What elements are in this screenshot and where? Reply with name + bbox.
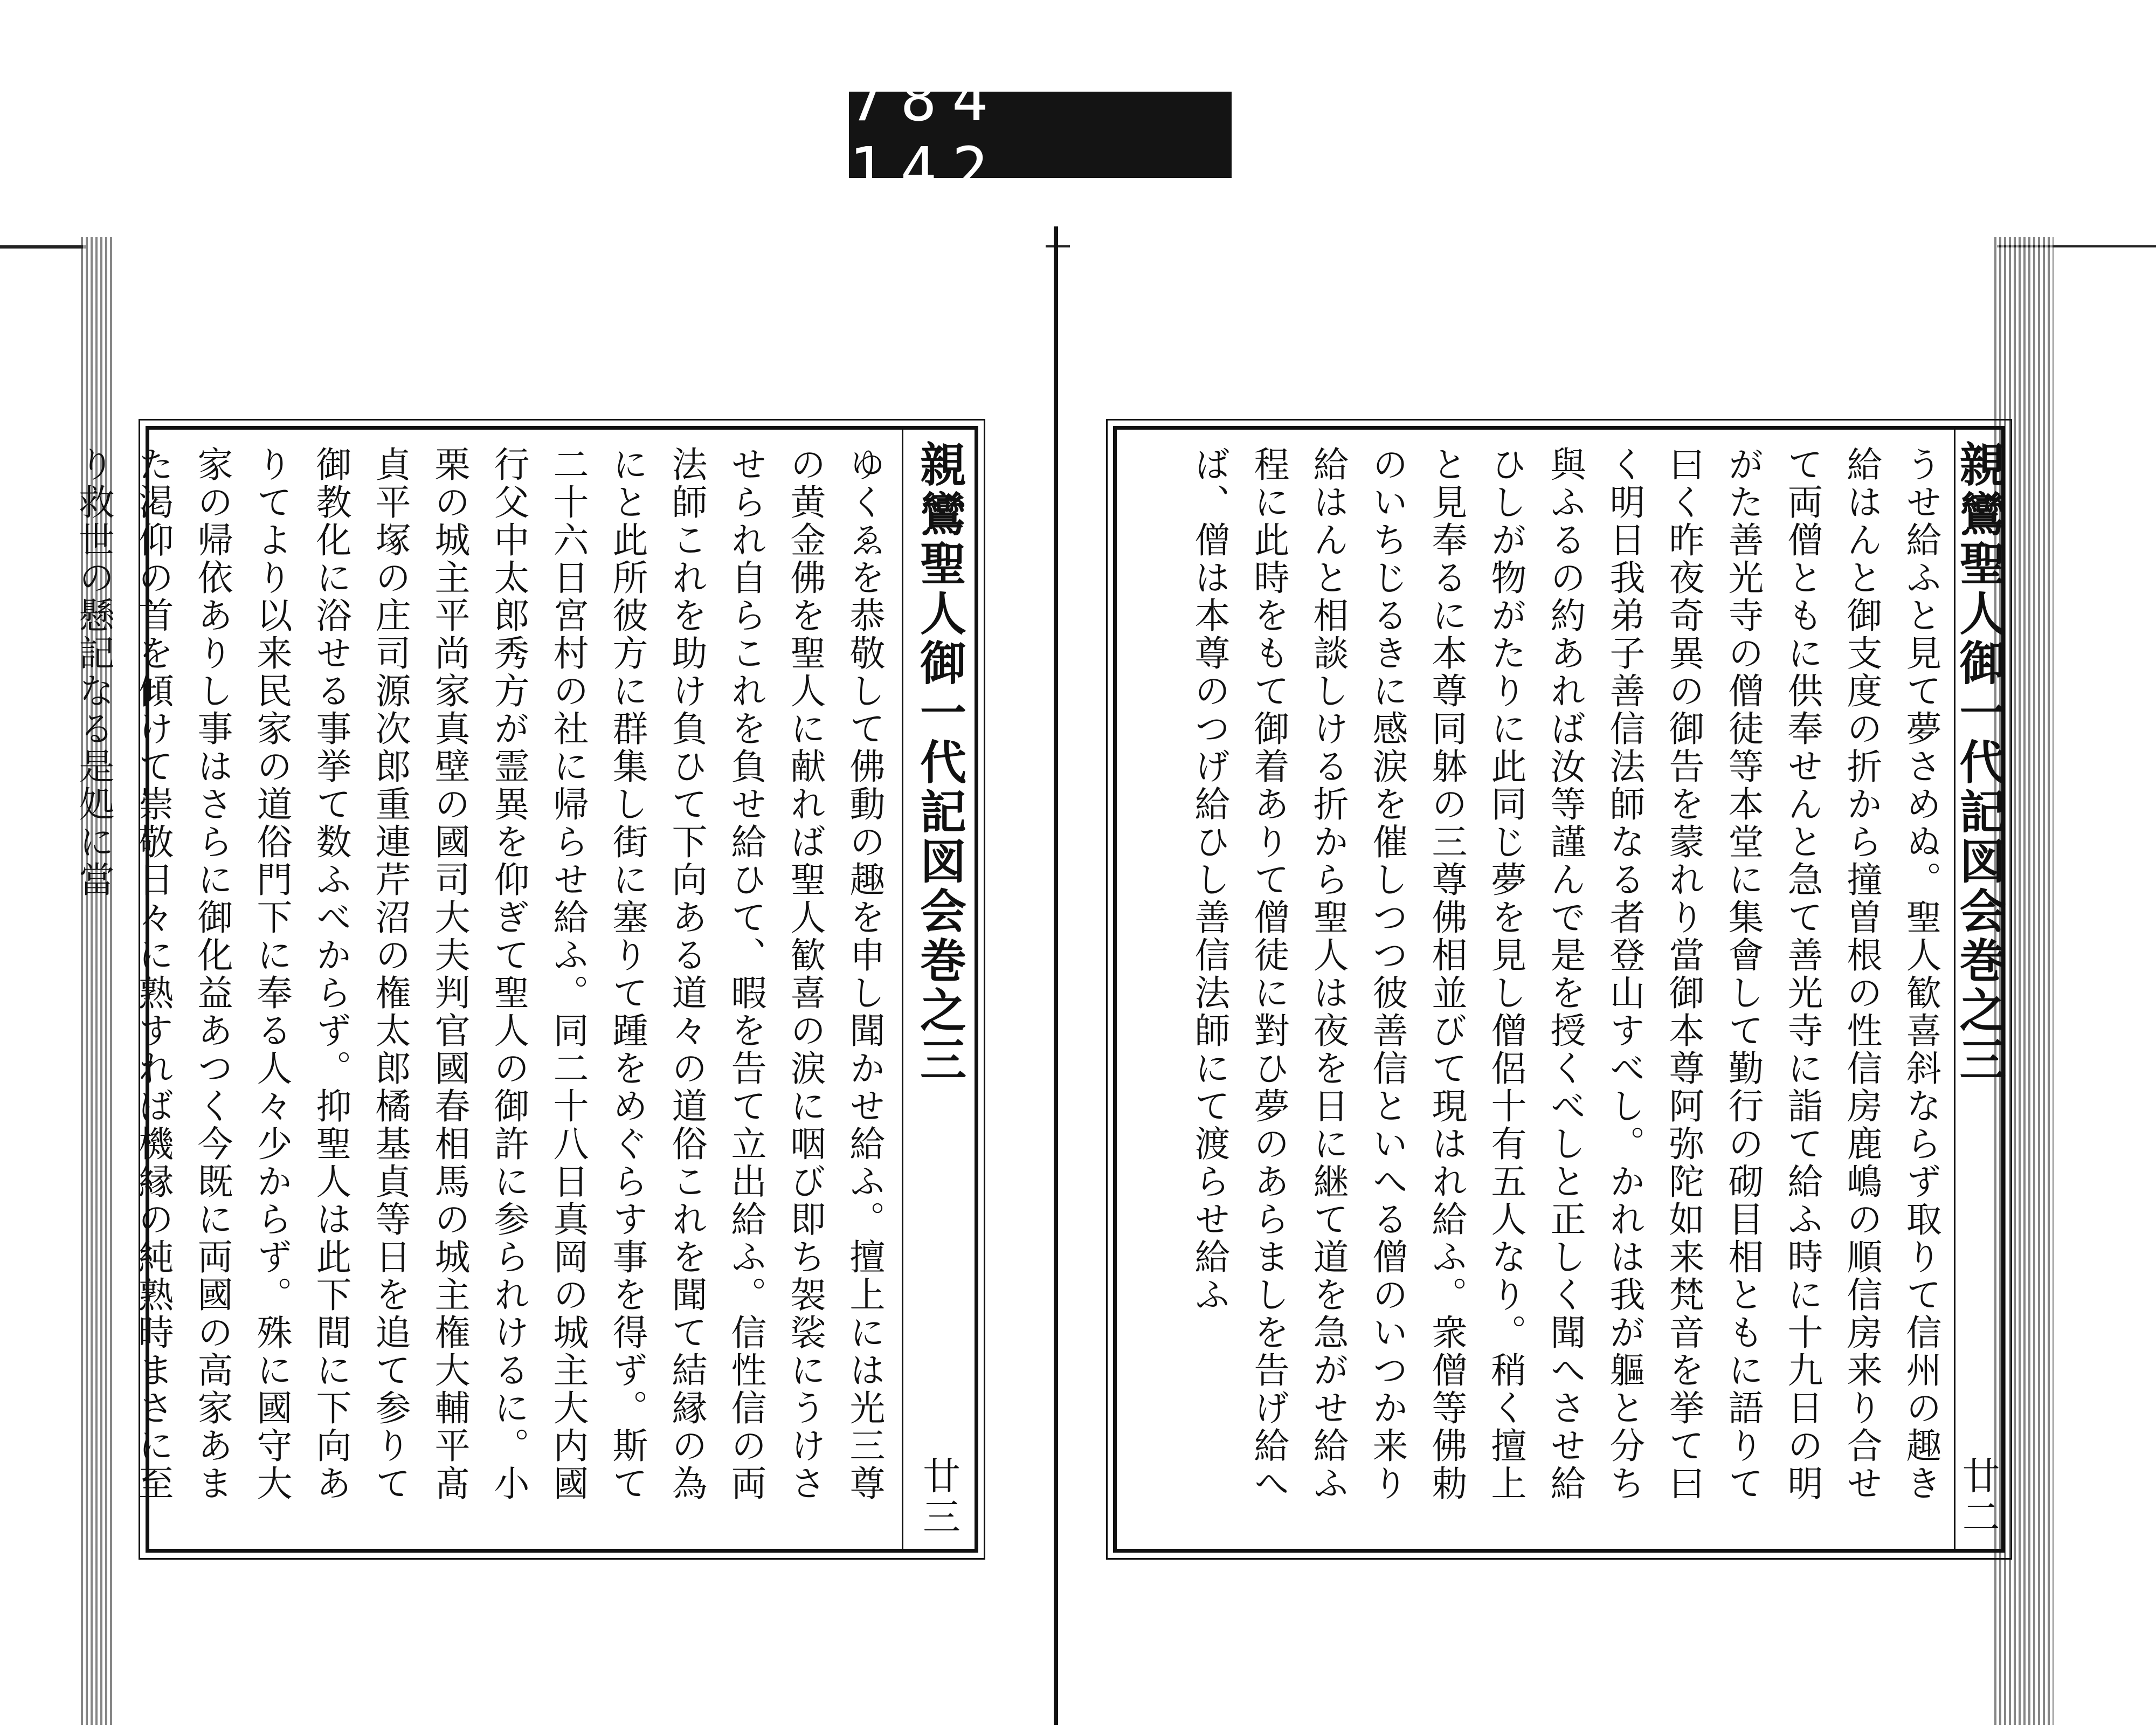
right-page-number: 廿二 <box>1956 1456 2000 1538</box>
right-page-title: 親鸞聖人御一代記図会巻之三 <box>1951 440 2006 1085</box>
left-page-number: 廿三 <box>916 1456 961 1538</box>
scan-left-rule <box>0 245 86 249</box>
left-page-body: ゆくゑを恭敬して佛動の趣を申し聞かせ給ふ。擅上には光三尊の黄金佛を聖人に献れば聖人歓喜の涙に咽び即ち袈裟にうけさせられ自らこれを負せ給ひて、暇を告て立出給ふ。信性信の両法師これを助け負ひて下向ある道々の道俗これを聞て結縁の為にと此所彼方に群集し街に塞りて踵をめぐらす事を得ず。斯て二十六日宮村の社に帰らせ給ふ。同二十八日真岡の城主大内國行父中太郎秀方が霊異を仰ぎて聖人の御許に参られけるに。小栗の城主平尚家真壁の國司大夫判官國春相馬の城主権大輔平髙貞平塚の庄司源次郎重連芹沼の権太郎橘基貞等日を追て参りて御教化に浴せる事挙て数ふべからず。抑聖人は此下間に下向ありてより以来民家の道俗門下に奉る人々少からず。殊に國守大家の帰依ありし事はさらに御化益あつく今既に両國の高家あまた渇仰の首を傾けて崇敬日々に熟すれば機縁の純熟時まさに至り救世の懸記なる是処に當 <box>73 446 885 1502</box>
left-page-frame <box>73 426 978 1553</box>
right-page-frame <box>1113 426 2005 1553</box>
left-page-header <box>902 430 975 1549</box>
left-page-title: 親鸞聖人御一代記図会巻之三 <box>912 440 966 1085</box>
right-page-body: うせ給ふと見て夢さめぬ。聖人歓喜斜ならず取りて信州の趣き給はんと御支度の折から撞曽根の性信房鹿嶋の順信房来り合せて両僧ともに供奉せんと急て善光寺に詣て給ふ時に十九日の明がた善光寺の僧徒等本堂に集會して勤行の砌目相ともに語りて曰く昨夜奇異の御告を蒙れり當御本尊阿弥陀如来梵音を挙て曰く明日我弟子善信法師なる者登山すべし。かれは我が軀と分ち與ふるの約あれば汝等謹んで是を授くべしと正しく聞へさせ給ひしが物がたりに此同じ夢を見し僧侶十有五人なり。稍く擅上と見奉るに本尊同躰の三尊佛相並びて現はれ給ふ。衆僧等佛勅のいちじるきに感涙を催しつつ彼善信といへる僧のいつか来り給はんと相談しける折から聖人は夜を日に継て道を急がせ給ふ程に此時をもて御着ありて僧徒に對ひ夢のあらましを告げ給へば、僧は本尊のつげ給ひし善信法師にて渡らせ給ふ <box>1188 446 1941 1502</box>
catalog-number-label: 784 142. <box>849 92 1232 178</box>
book-spine <box>1054 226 1058 1725</box>
right-page-header <box>1951 430 2006 1549</box>
